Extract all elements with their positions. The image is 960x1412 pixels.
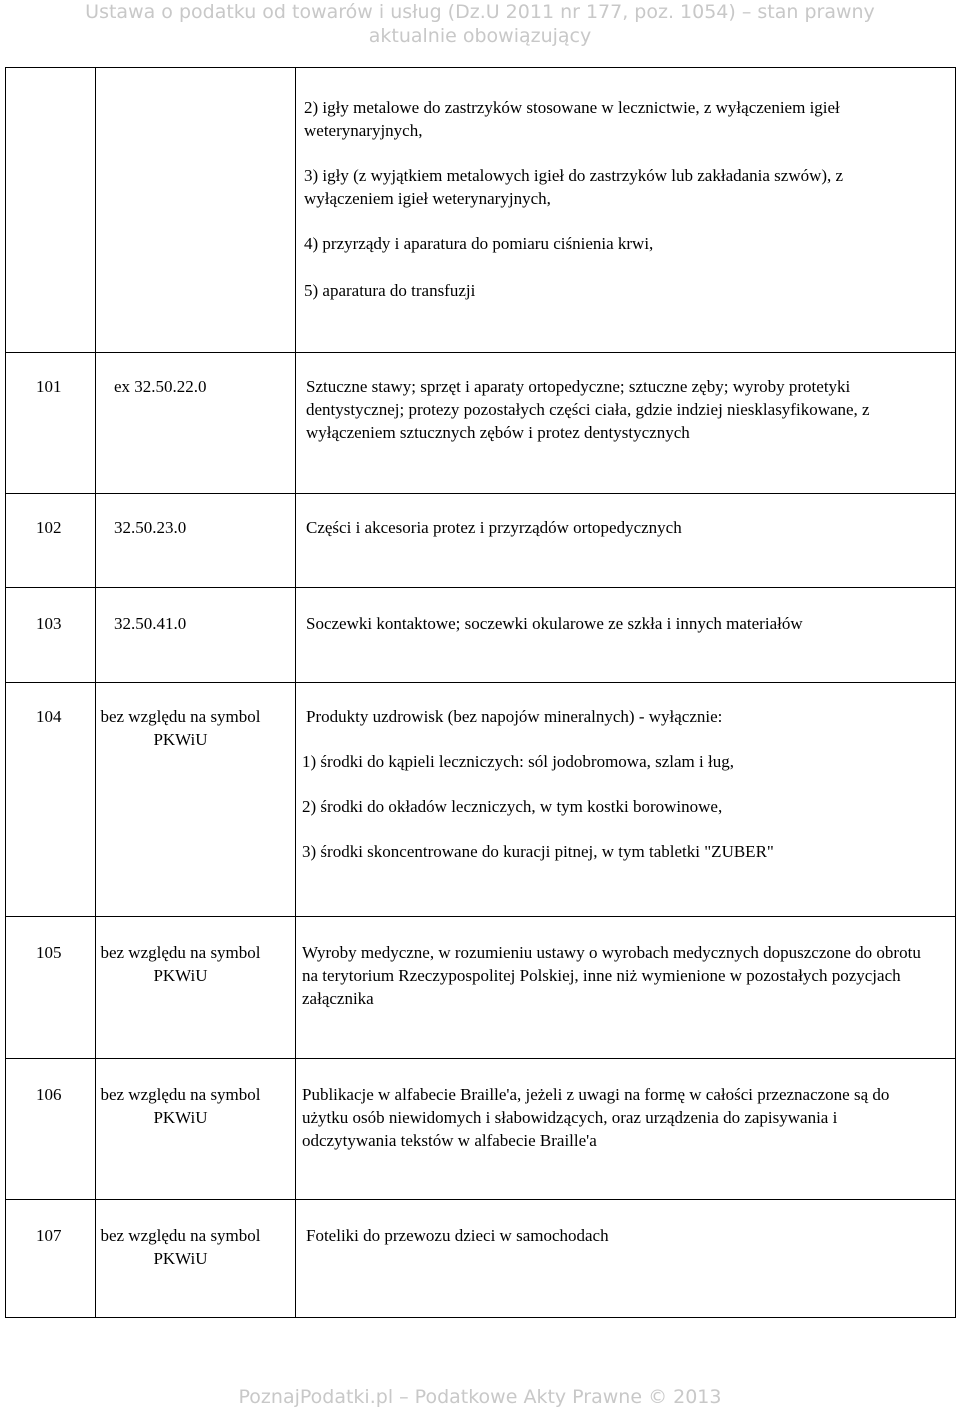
table-row	[6, 68, 956, 353]
row-number: 103	[36, 614, 62, 633]
description-text: Sztuczne stawy; sprzęt i aparaty ortopedyczne; sztuczne zęby; wyroby protetyki dentystycznej; protezy pozostałych części ciała, gdzie indziej niesklasyfikowane, z wyłączeniem sztucznych zębów i protez dentystycznych	[306, 377, 870, 442]
cell-code	[96, 917, 296, 1059]
description-text: Foteliki do przewozu dzieci w samochodach	[306, 1226, 609, 1245]
cell-code	[96, 683, 296, 917]
cell-description	[296, 1059, 956, 1200]
cell-number	[6, 494, 96, 588]
table-row	[6, 1200, 956, 1318]
table-row	[6, 588, 956, 683]
row-number: 107	[36, 1226, 62, 1245]
row-number: 101	[36, 377, 62, 396]
row-number: 104	[36, 707, 62, 726]
table-row	[6, 353, 956, 494]
cell-description	[296, 1200, 956, 1318]
cell-description	[296, 917, 956, 1059]
cell-code	[96, 1059, 296, 1200]
pkwiu-code: 32.50.41.0	[114, 614, 187, 633]
table-row	[6, 917, 956, 1059]
cell-number	[6, 1200, 96, 1318]
cell-description	[296, 353, 956, 494]
cell-number	[6, 588, 96, 683]
continuation-item: 2) igły metalowe do zastrzyków stosowane w lecznictwie, z wyłączeniem igieł weterynaryjnych,	[304, 98, 840, 140]
description-text: Produkty uzdrowisk (bez napojów mineralnych) - wyłącznie:	[306, 707, 723, 726]
table-row	[6, 683, 956, 917]
cell-description	[296, 588, 956, 683]
header-subtitle: aktualnie obowiązujący	[368, 25, 592, 47]
goods-table	[5, 67, 956, 1318]
pkwiu-code: ex 32.50.22.0	[114, 377, 207, 396]
pkwiu-code: bez względu na symbol PKWiU	[100, 943, 261, 985]
description-text: Części i akcesoria protez i przyrządów ortopedycznych	[306, 518, 682, 537]
cell-code	[96, 353, 296, 494]
header-title: Ustawa o podatku od towarów i usług (Dz.U 2011 nr 177, poz. 1054) – stan prawny	[85, 1, 875, 23]
cell-code	[96, 588, 296, 683]
cell-number	[6, 917, 96, 1059]
row-number: 105	[36, 943, 62, 962]
pkwiu-code: bez względu na symbol PKWiU	[100, 707, 261, 749]
pkwiu-code: 32.50.23.0	[114, 518, 187, 537]
description-item: 1) środki do kąpieli leczniczych: sól jodobromowa, szlam i ług,	[302, 752, 734, 771]
cell-code	[96, 68, 296, 353]
row-number: 102	[36, 518, 62, 537]
cell-description	[296, 494, 956, 588]
pkwiu-code: bez względu na symbol PKWiU	[100, 1085, 261, 1127]
cell-code	[96, 1200, 296, 1318]
description-text: Wyroby medyczne, w rozumieniu ustawy o wyrobach medycznych dopuszczone do obrotu na terytorium Rzeczypospolitej Polskiej, inne niż wymienione w pozostałych pozycjach załącznika	[302, 943, 921, 1008]
continuation-item: 4) przyrządy i aparatura do pomiaru ciśnienia krwi,	[304, 234, 654, 253]
cell-number	[6, 1059, 96, 1200]
table-row	[6, 1059, 956, 1200]
cell-description	[296, 683, 956, 917]
page-footer: PoznajPodatki.pl – Podatkowe Akty Prawne © 2013	[238, 1386, 722, 1408]
pkwiu-code: bez względu na symbol PKWiU	[100, 1226, 261, 1268]
cell-code	[96, 494, 296, 588]
cell-number	[6, 683, 96, 917]
description-item: 2) środki do okładów leczniczych, w tym kostki borowinowe,	[302, 797, 723, 816]
continuation-item: 5) aparatura do transfuzji	[304, 281, 476, 300]
description-text: Publikacje w alfabecie Braille'a, jeżeli z uwagi na formę w całości przeznaczone są do użytku osób niewidomych i słabowidzących, oraz urządzenia do zapisywania i odczytywania tekstów w alfabecie Braille'a	[302, 1085, 890, 1150]
cell-number	[6, 68, 96, 353]
description-item: 3) środki skoncentrowane do kuracji pitnej, w tym tabletki "ZUBER"	[302, 842, 774, 861]
table-row	[6, 494, 956, 588]
row-number: 106	[36, 1085, 62, 1104]
continuation-item: 3) igły (z wyjątkiem metalowych igieł do zastrzyków lub zakładania szwów), z wyłączeniem igieł weterynaryjnych,	[304, 166, 844, 208]
description-text: Soczewki kontaktowe; soczewki okularowe ze szkła i innych materiałów	[306, 614, 803, 633]
cell-description	[296, 68, 956, 353]
cell-number	[6, 353, 96, 494]
